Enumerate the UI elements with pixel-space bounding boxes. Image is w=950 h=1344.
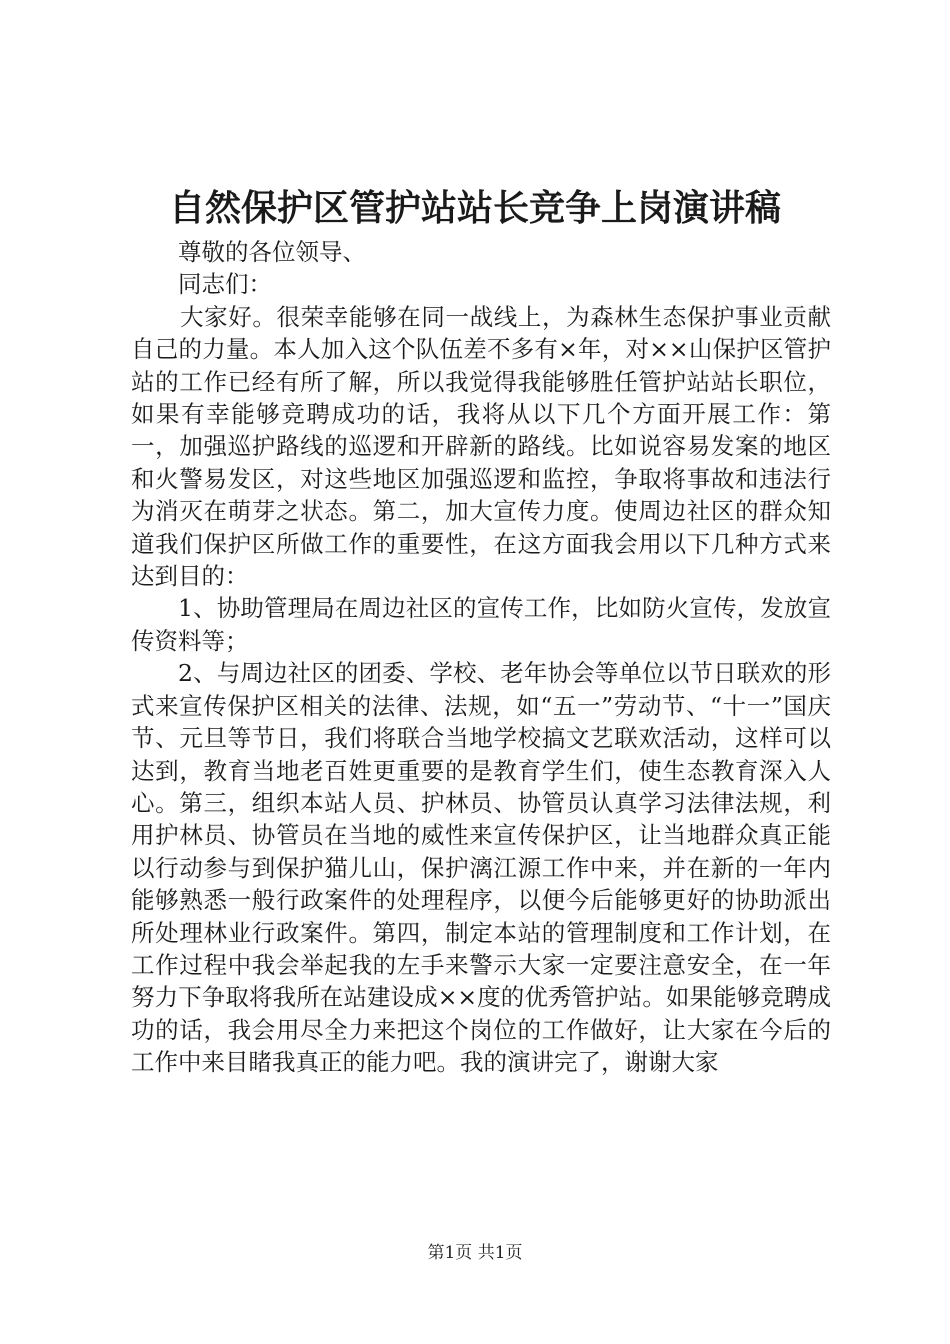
body-paragraph-3: 2、与周边社区的团委、学校、老年协会等单位以节日联欢的形式来宣传保护区相关的法律、法规，如“五一”劳动节、“十一”国庆节、元旦等节日，我们将联合当地学校搞文艺联欢活动，这样可以达到，教育当地老百姓更重要的是教育学生们，使生态教育深入人心。第三，组织本站人员、护林员、协管员认真学习法律法规，利用护林员、协管员在当地的威性来宣传保护区，让当地群众真正能以行动参与到保护猫儿山，保护漓江源工作中来，并在新的一年内能够熟悉一般行政案件的处理程序，以便今后能够更好的协助派出所处理林业行政案件。第四，制定本站的管理制度和工作计划，在工作过程中我会举起我的左手来警示大家一定要注意安全，在一年努力下争取将我所在站建设成××度的优秀管护站。如果能够竞聘成功的话，我会用尽全力来把这个岗位的工作做好，让大家在今后的工作中来目睹我真正的能力吧。我的演讲完了，谢谢大家 (131, 659, 831, 1077)
document-body (131, 236, 831, 1079)
body-paragraph-2: 1、协助管理局在周边社区的宣传工作，比如防火宣传，发放宣传资料等； (131, 594, 831, 655)
page-footer: 第1页 共1页 (427, 1243, 523, 1263)
salutation-line-2: 同志们： (178, 270, 272, 299)
salutation-line-1: 尊敬的各位领导、 (178, 238, 366, 266)
body-paragraph-1: 大家好。很荣幸能够在同一战线上，为森林生态保护事业贡献自己的力量。本人加入这个队伍差不多有×年，对××山保护区管护站的工作已经有所了解，所以我觉得我能够胜任管护站站长职位，如果有幸能够竞聘成功的话，我将从以下几个方面开展工作：第一，加强巡护路线的巡逻和开辟新的路线。比如说容易发案的地区和火警易发区，对这些地区加强巡逻和监控，争取将事故和违法行为消灭在萌芽之状态。第二，加大宣传力度。使周边社区的群众知道我们保护区所做工作的重要性，在这方面我会用以下几种方式来达到目的： (131, 302, 831, 591)
document-title: 自然保护区管护站站长竞争上岗演讲稿 (168, 187, 781, 229)
